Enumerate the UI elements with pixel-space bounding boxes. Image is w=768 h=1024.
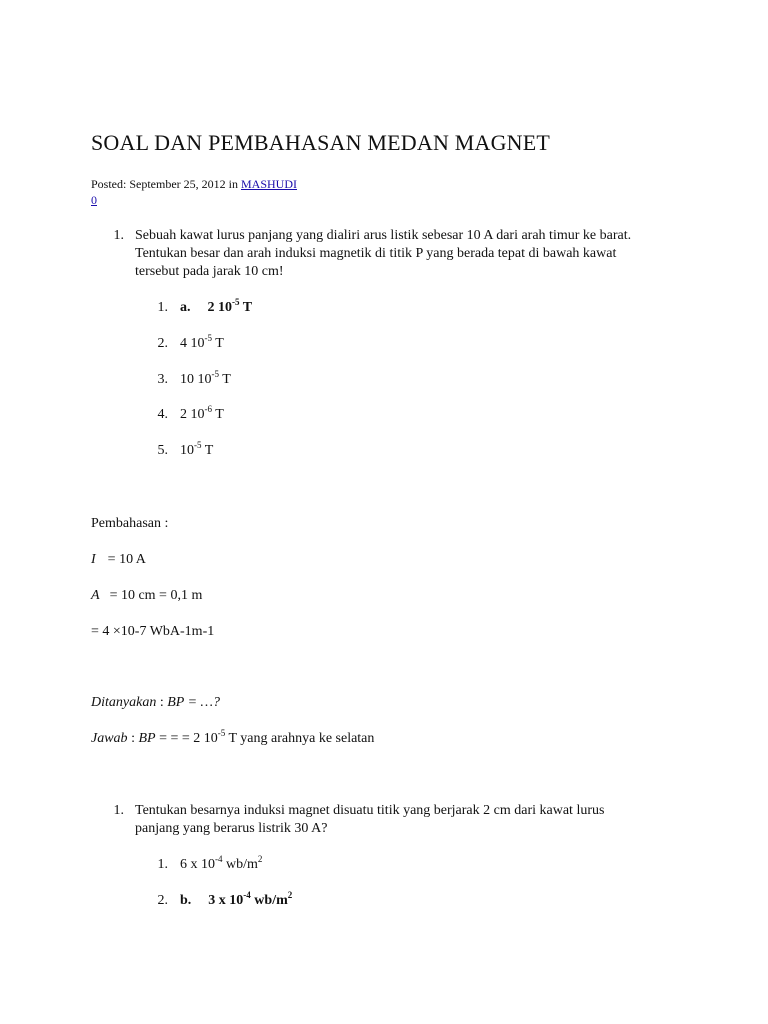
option-base: 6 x 10 bbox=[180, 857, 215, 872]
solution-heading: Pembahasan : bbox=[91, 516, 169, 531]
option-unit: wb/m bbox=[222, 857, 258, 872]
posted-date: Posted: September 25, 2012 in bbox=[91, 177, 241, 191]
option bbox=[180, 406, 224, 424]
option-answer-a bbox=[180, 299, 252, 317]
option-exponent: -4 bbox=[215, 854, 223, 864]
question-line: Tentukan besarnya induksi magnet disuatu titik yang berjarak 2 cm dari kawat lurus bbox=[135, 803, 605, 818]
variable-symbol: A bbox=[91, 588, 100, 603]
option-base: 2 10 bbox=[207, 300, 232, 315]
option-letter: a. bbox=[180, 300, 191, 315]
option-number: 5. bbox=[157, 443, 168, 458]
question-line: Tentukan besar dan arah induksi magnetik di titik P yang berada tepat di bawah kawat bbox=[135, 246, 617, 261]
given-permeability: = 4 ×10-7 WbA-1m-1 bbox=[91, 624, 215, 639]
option-exponent: -6 bbox=[204, 404, 212, 414]
option-base: 4 10 bbox=[180, 336, 205, 351]
question-text bbox=[135, 227, 675, 281]
option-unit-exponent: 2 bbox=[257, 854, 263, 864]
post-meta bbox=[91, 175, 297, 193]
option bbox=[180, 371, 231, 389]
option-unit: T bbox=[239, 300, 253, 315]
option-base: 2 10 bbox=[180, 407, 205, 422]
question-text bbox=[135, 802, 675, 838]
option-unit: T bbox=[212, 407, 224, 422]
option-exponent: -5 bbox=[232, 297, 240, 307]
author-link[interactable]: MASHUDI bbox=[241, 177, 298, 191]
question-line: panjang yang berarus listrik 30 A? bbox=[135, 821, 328, 836]
option-number: 1. bbox=[157, 300, 168, 315]
answer-line: Jawab : BP = = = 2 $10^{-5}$ T yang arahnya ke selatan bbox=[91, 728, 375, 746]
option-unit: T bbox=[212, 336, 224, 351]
option-number: 3. bbox=[157, 372, 168, 387]
option-exponent: -4 bbox=[243, 890, 251, 900]
option-unit: wb/m bbox=[250, 893, 288, 908]
question-number: 1. bbox=[113, 228, 124, 243]
variable-value: = 10 A bbox=[107, 552, 146, 567]
option-unit-exponent: 2 bbox=[287, 890, 293, 900]
asked-expression: BP = …? bbox=[167, 695, 220, 710]
option bbox=[180, 856, 262, 874]
question-line: Sebuah kawat lurus panjang yang dialiri arus listik sebesar 10 A dari arah timur ke barat. bbox=[135, 228, 632, 243]
given-current bbox=[91, 551, 146, 569]
question-number: 1. bbox=[113, 803, 124, 818]
option bbox=[180, 335, 224, 353]
answer-exponent: -5 bbox=[217, 728, 226, 738]
option-unit: T bbox=[219, 372, 231, 387]
answer-variable: BP bbox=[138, 731, 156, 746]
option-exponent: -5 bbox=[211, 369, 219, 379]
answer-label: Jawab bbox=[91, 731, 128, 746]
option-unit: T bbox=[201, 443, 214, 458]
option-number: 1. bbox=[157, 857, 168, 872]
option bbox=[180, 442, 213, 460]
option-number: 4. bbox=[157, 407, 168, 422]
given-distance bbox=[91, 587, 202, 605]
asked-line: Ditanyakan : BP = …? bbox=[91, 695, 220, 710]
asked-label: Ditanyakan bbox=[91, 695, 157, 710]
comments-count-link[interactable]: 0 bbox=[91, 193, 97, 207]
option-answer-b bbox=[180, 892, 292, 910]
variable-value: = 10 cm = 0,1 m bbox=[109, 588, 203, 603]
page-title: SOAL DAN PEMBAHASAN MEDAN MAGNET bbox=[91, 130, 551, 155]
option-letter: b. bbox=[180, 893, 192, 908]
option-base: 10 bbox=[180, 443, 194, 458]
option-base: 3 x 10 bbox=[208, 893, 244, 908]
variable-symbol: I bbox=[91, 552, 96, 567]
option-exponent: -5 bbox=[194, 440, 202, 450]
option-number: 2. bbox=[157, 336, 168, 351]
option-base: 10 10 bbox=[180, 372, 212, 387]
option-exponent: -5 bbox=[204, 333, 212, 343]
option-number: 2. bbox=[157, 893, 168, 908]
answer-text: T yang arahnya ke selatan bbox=[225, 731, 375, 746]
question-line: tersebut pada jarak 10 cm! bbox=[135, 264, 284, 279]
answer-equation: = = = 2 10 bbox=[155, 731, 218, 746]
